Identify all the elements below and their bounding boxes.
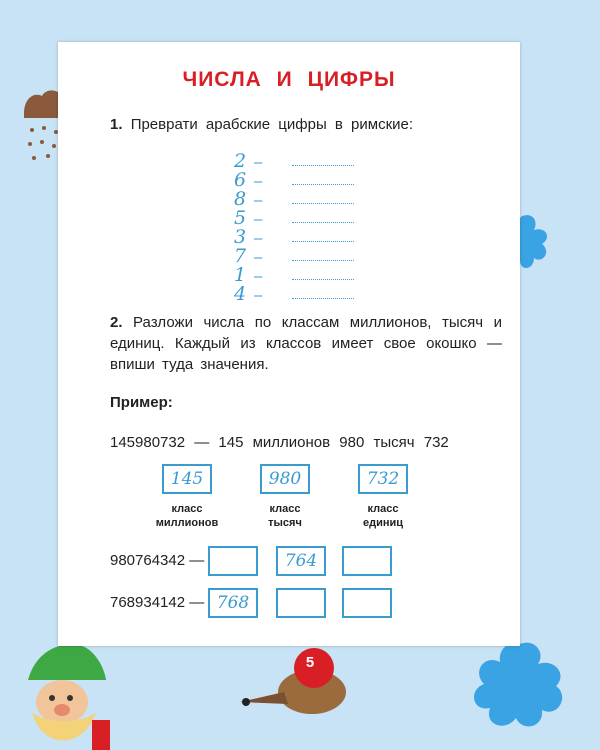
answer-blank[interactable] bbox=[292, 297, 354, 299]
roman-row bbox=[234, 266, 354, 285]
arabic-digit: 1 bbox=[234, 264, 247, 286]
gnome-illustration bbox=[22, 640, 112, 750]
roman-row bbox=[234, 285, 354, 304]
class-label-line: тысяч bbox=[268, 517, 302, 529]
dash: – bbox=[254, 287, 263, 304]
answer-blank[interactable] bbox=[292, 240, 354, 242]
answer-box-thousands[interactable] bbox=[276, 588, 326, 618]
arabic-digit: 7 bbox=[234, 245, 247, 267]
class-label-line: класс bbox=[367, 503, 399, 515]
exercise-number-1: 980764342 — bbox=[110, 552, 205, 569]
task-1-text: Преврати арабские цифры в римские: bbox=[130, 116, 414, 133]
roman-row bbox=[234, 171, 354, 190]
answer-blank[interactable] bbox=[292, 164, 354, 166]
answer-box-millions[interactable]: 768 bbox=[208, 588, 258, 618]
arabic-digit: 6 bbox=[234, 169, 247, 191]
example-label: Пример: bbox=[110, 394, 173, 411]
arabic-digit: 4 bbox=[234, 283, 247, 305]
dash: – bbox=[254, 249, 263, 266]
answer-blank[interactable] bbox=[292, 221, 354, 223]
task-1-number: 1. bbox=[110, 116, 123, 133]
task-2-number: 2. bbox=[110, 314, 123, 331]
task-2-instruction bbox=[110, 312, 502, 375]
class-label-millions bbox=[142, 502, 232, 530]
flower-illustration bbox=[470, 640, 570, 730]
roman-numeral-list bbox=[234, 152, 354, 304]
dash: – bbox=[254, 268, 263, 285]
dash: – bbox=[254, 211, 263, 228]
arabic-digit: 2 bbox=[234, 150, 247, 172]
dash: – bbox=[254, 173, 263, 190]
answer-blank[interactable] bbox=[292, 202, 354, 204]
example-box-thousands: 980 bbox=[260, 464, 310, 494]
example-box-units: 732 bbox=[358, 464, 408, 494]
page-number: 5 bbox=[305, 654, 315, 671]
arabic-digit: 5 bbox=[234, 207, 247, 229]
class-label-line: миллионов bbox=[155, 517, 219, 529]
answer-blank[interactable] bbox=[292, 183, 354, 185]
example-box-millions: 145 bbox=[162, 464, 212, 494]
arabic-digit: 8 bbox=[234, 188, 247, 210]
roman-row bbox=[234, 228, 354, 247]
dash: – bbox=[254, 230, 263, 247]
roman-row bbox=[234, 152, 354, 171]
class-label-line: единиц bbox=[362, 517, 404, 529]
answer-box-thousands[interactable]: 764 bbox=[276, 546, 326, 576]
dash: – bbox=[254, 192, 263, 209]
roman-row bbox=[234, 209, 354, 228]
example-line: 145980732 — 145 миллионов 980 тысяч 732 bbox=[110, 434, 449, 451]
answer-box-units[interactable] bbox=[342, 588, 392, 618]
class-label-line: класс bbox=[171, 503, 203, 515]
exercise-number-2: 768934142 — bbox=[110, 594, 205, 611]
class-label-line: класс bbox=[269, 503, 301, 515]
class-label-thousands bbox=[240, 502, 330, 530]
arabic-digit: 3 bbox=[234, 226, 247, 248]
workbook-page bbox=[58, 42, 520, 646]
roman-row bbox=[234, 190, 354, 209]
answer-box-millions[interactable] bbox=[208, 546, 258, 576]
dash: – bbox=[254, 154, 263, 171]
task-2-text: Разложи числа по классам миллионов, тысяч и единиц. Каждый из классов имеет свое окошко — впиши туда значения. bbox=[110, 314, 502, 373]
answer-blank[interactable] bbox=[292, 259, 354, 261]
page-title: ЧИСЛА И ЦИФРЫ bbox=[182, 68, 396, 91]
answer-blank[interactable] bbox=[292, 278, 354, 280]
class-label-units bbox=[338, 502, 428, 530]
answer-box-units[interactable] bbox=[342, 546, 392, 576]
roman-row bbox=[234, 247, 354, 266]
task-1-instruction bbox=[110, 116, 413, 133]
